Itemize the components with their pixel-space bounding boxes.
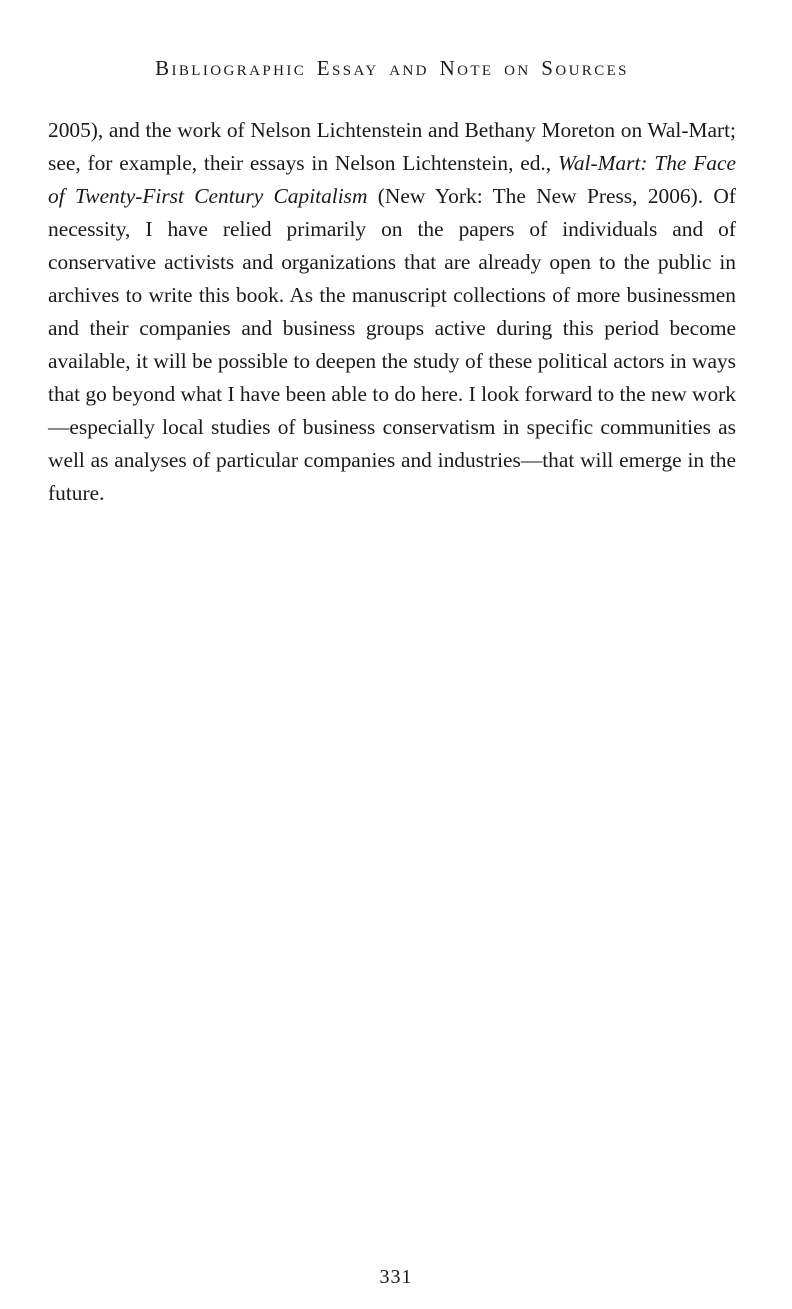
page-number: 331 (379, 1266, 413, 1288)
paragraph-text-start: 2005), and the work of Nelson Lichtenstein and Bethany Moreton on Wal-Mart; see, for example, their essays in Nelson Lichtenstein, ed., (48, 118, 736, 175)
running-header: Bibliographic Essay and Note on Sources (155, 56, 629, 80)
paragraph-text-end: (New York: The New Press, 2006). Of necessity, I have relied primarily on the papers of individuals and of conservative activists and organizations that are already open to the public in archives to write this book. As the manuscript collections of more businessmen and their companies and business groups active during this period become available, it will be possible to deepen the study of these political actors in ways that go beyond what I have been able to do here. I look forward to the new work—especially local studies of business conservatism in specific communities as well as analyses of particular companies and industries—that will emerge in the future. (48, 184, 737, 505)
book-title: Wal-Mart: The Face of Twenty-First Century Capitalism (48, 151, 736, 208)
body-paragraph (48, 114, 736, 510)
